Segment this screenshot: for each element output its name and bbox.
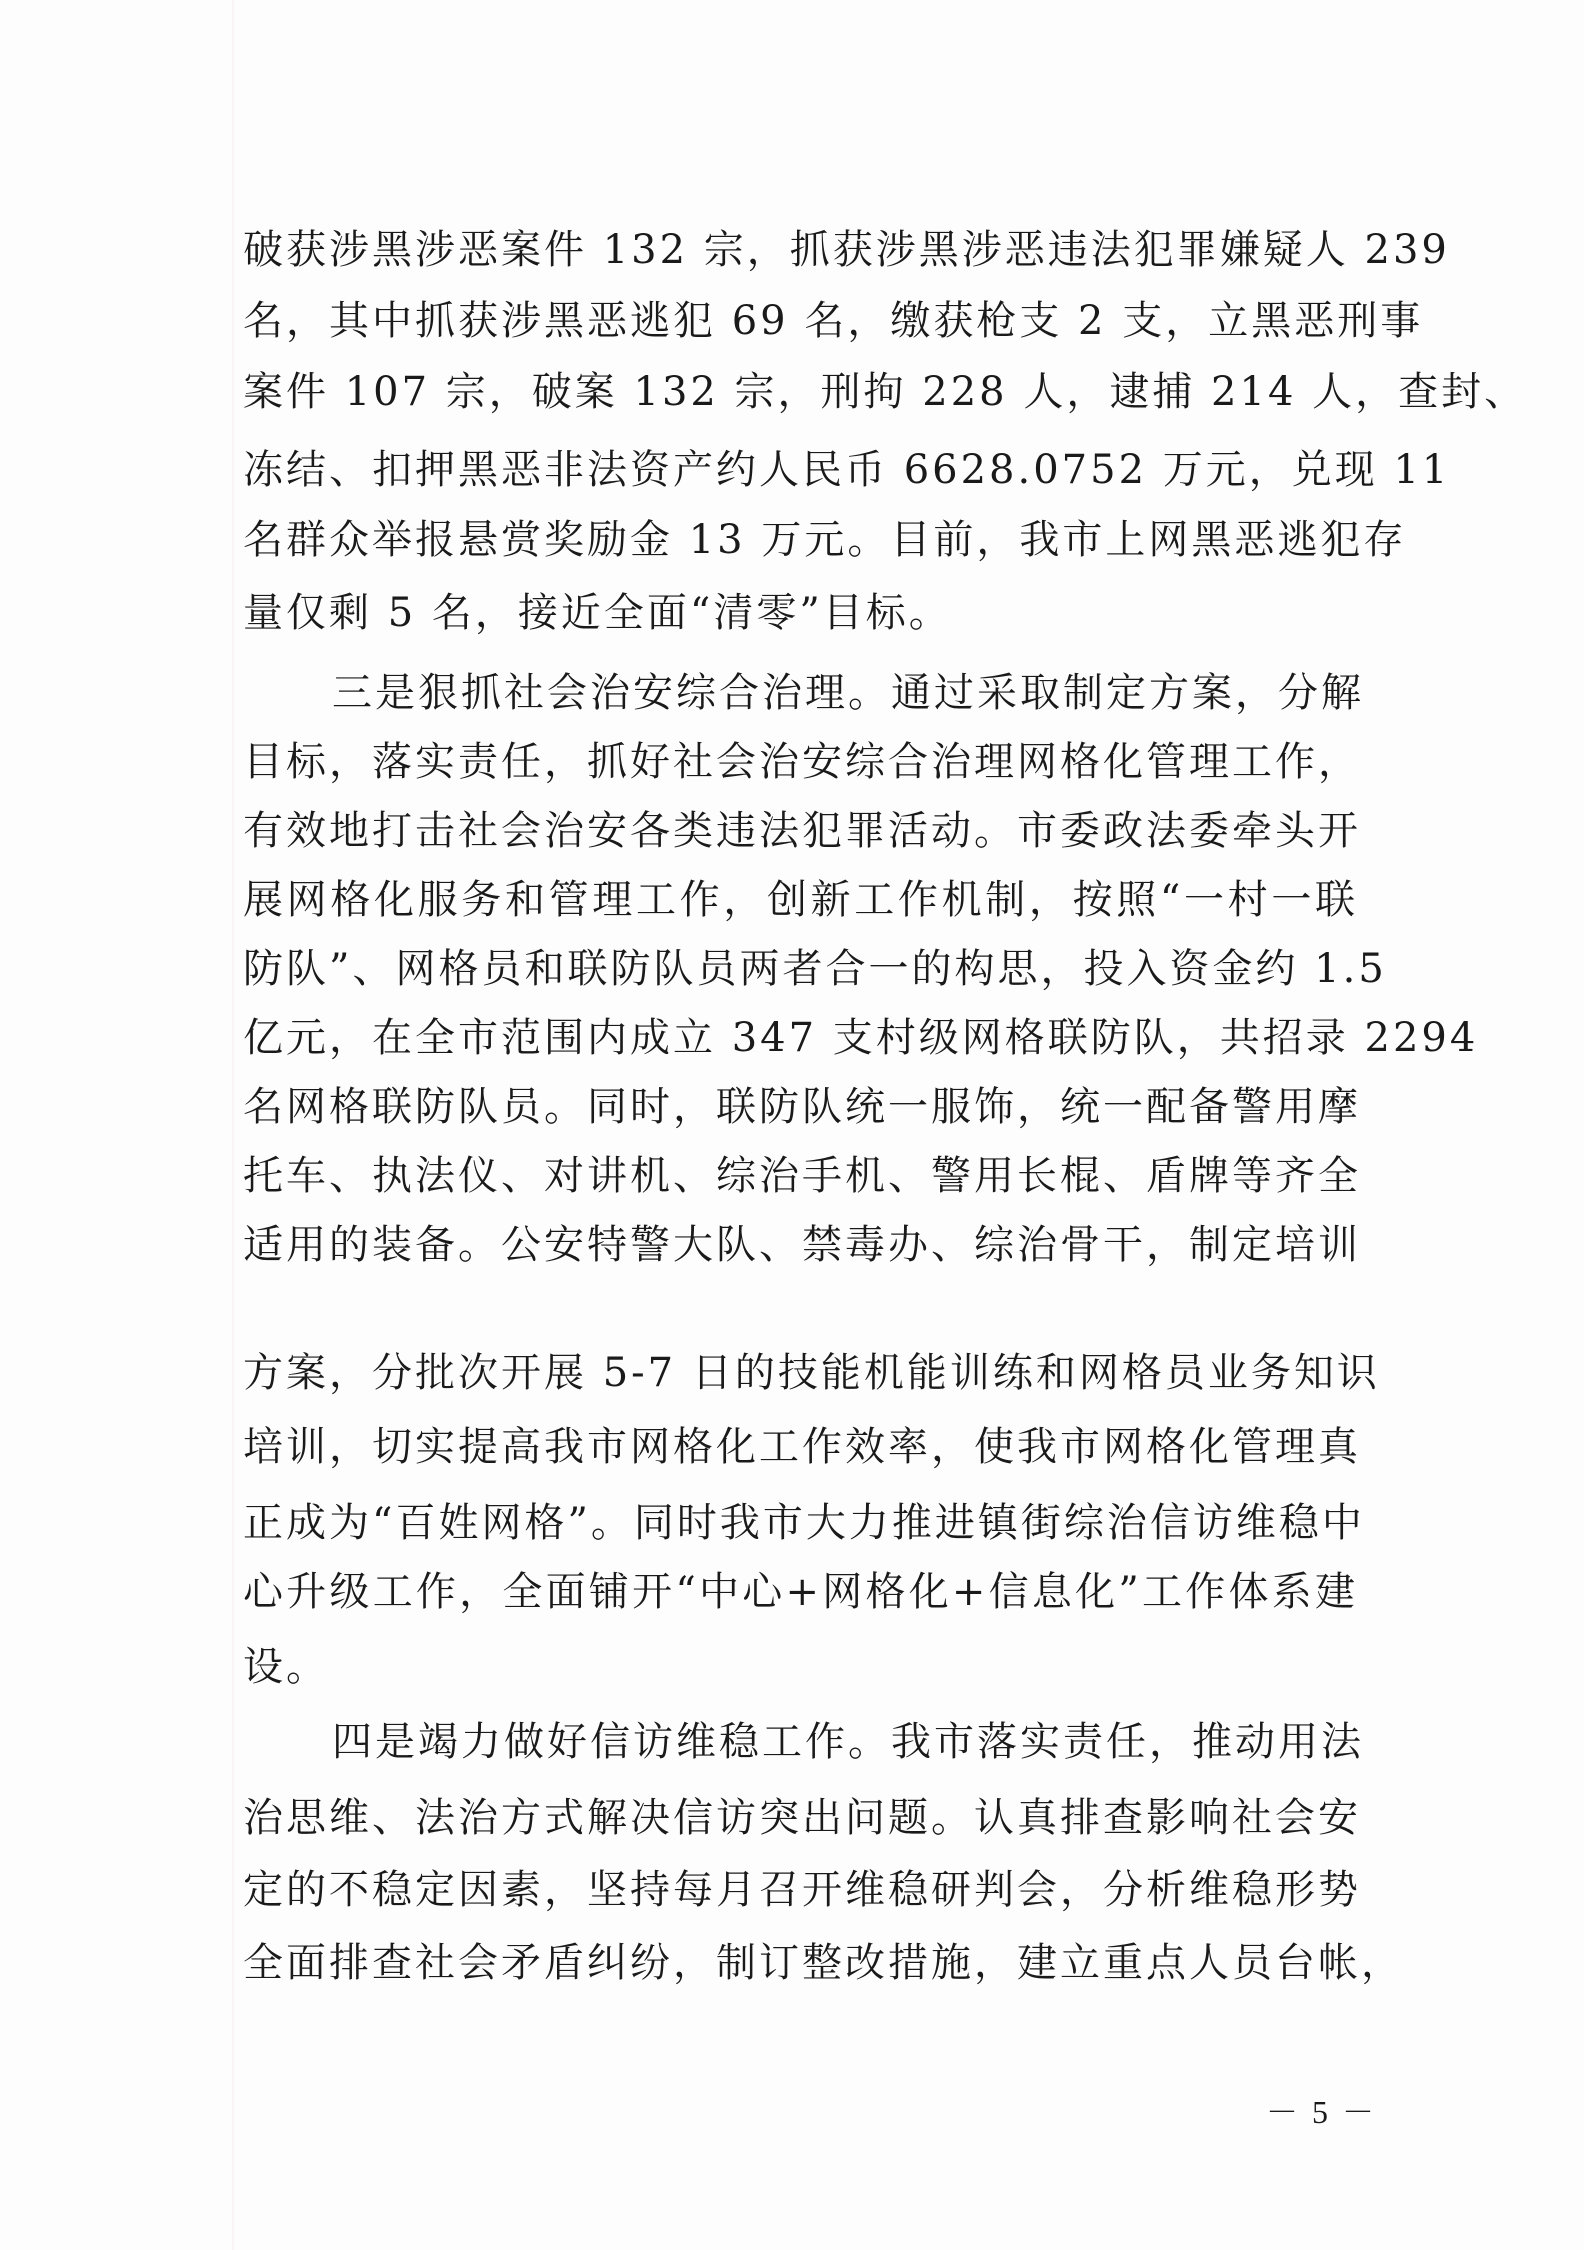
text-line: 目标，落实责任，抓好社会治安综合治理网格化管理工作， xyxy=(243,739,1361,785)
text-line: 案件 107 宗，破案 132 宗，刑拘 228 人，逮捕 214 人，查封、 xyxy=(243,369,1528,415)
text-line: 有效地打击社会治安各类违法犯罪活动。市委政法委牵头开 xyxy=(243,808,1361,854)
text-line: 名，其中抓获涉黑恶逃犯 69 名，缴获枪支 2 支，立黑恶刑事 xyxy=(243,298,1424,344)
page-number: － 5 － xyxy=(1265,2094,1374,2130)
text-line: 名网格联防队员。同时，联防队统一服饰，统一配备警用摩 xyxy=(243,1084,1361,1130)
text-line: 托车、执法仪、对讲机、综治手机、警用长棍、盾牌等齐全 xyxy=(243,1153,1361,1199)
text-line: 全面排查社会矛盾纠纷，制订整改措施，建立重点人员台帐， xyxy=(243,1940,1404,1986)
text-line: 定的不稳定因素，坚持每月召开维稳研判会，分析维稳形势 xyxy=(243,1867,1361,1913)
text-line: 方案，分批次开展 5-7 日的技能机能训练和网格员业务知识 xyxy=(243,1350,1380,1396)
text-line: 四是竭力做好信访维稳工作。我市落实责任，推动用法 xyxy=(332,1719,1364,1765)
text-line: 设。 xyxy=(243,1644,329,1690)
text-line: 正成为“百姓网格”。同时我市大力推进镇街综治信访维稳中 xyxy=(243,1500,1365,1546)
text-line: 量仅剩 5 名，接近全面“清零”目标。 xyxy=(243,590,952,636)
text-line: 破获涉黑涉恶案件 132 宗，抓获涉黑涉恶违法犯罪嫌疑人 239 xyxy=(243,227,1450,273)
text-line: 展网格化服务和管理工作，创新工作机制，按照“一村一联 xyxy=(243,877,1358,923)
text-line: 防队”、网格员和联防队员两者合一的构思，投入资金约 1.5 xyxy=(243,946,1387,992)
text-line: 心升级工作，全面铺开“中心+网格化+信息化”工作体系建 xyxy=(243,1569,1358,1615)
text-line: 治思维、法治方式解决信访突出问题。认真排查影响社会安 xyxy=(243,1795,1361,1841)
text-line: 培训，切实提高我市网格化工作效率，使我市网格化管理真 xyxy=(243,1424,1361,1470)
scan-fold-mark xyxy=(232,0,234,2250)
text-line: 亿元，在全市范围内成立 347 支村级网格联防队，共招录 2294 xyxy=(243,1015,1479,1061)
text-line: 名群众举报悬赏奖励金 13 万元。目前，我市上网黑恶逃犯存 xyxy=(243,517,1407,563)
text-line: 冻结、扣押黑恶非法资产约人民币 6628.0752 万元，兑现 11 xyxy=(243,447,1451,493)
text-line: 三是狠抓社会治安综合治理。通过采取制定方案，分解 xyxy=(332,670,1364,716)
text-line: 适用的装备。公安特警大队、禁毒办、综治骨干，制定培训 xyxy=(243,1222,1361,1268)
